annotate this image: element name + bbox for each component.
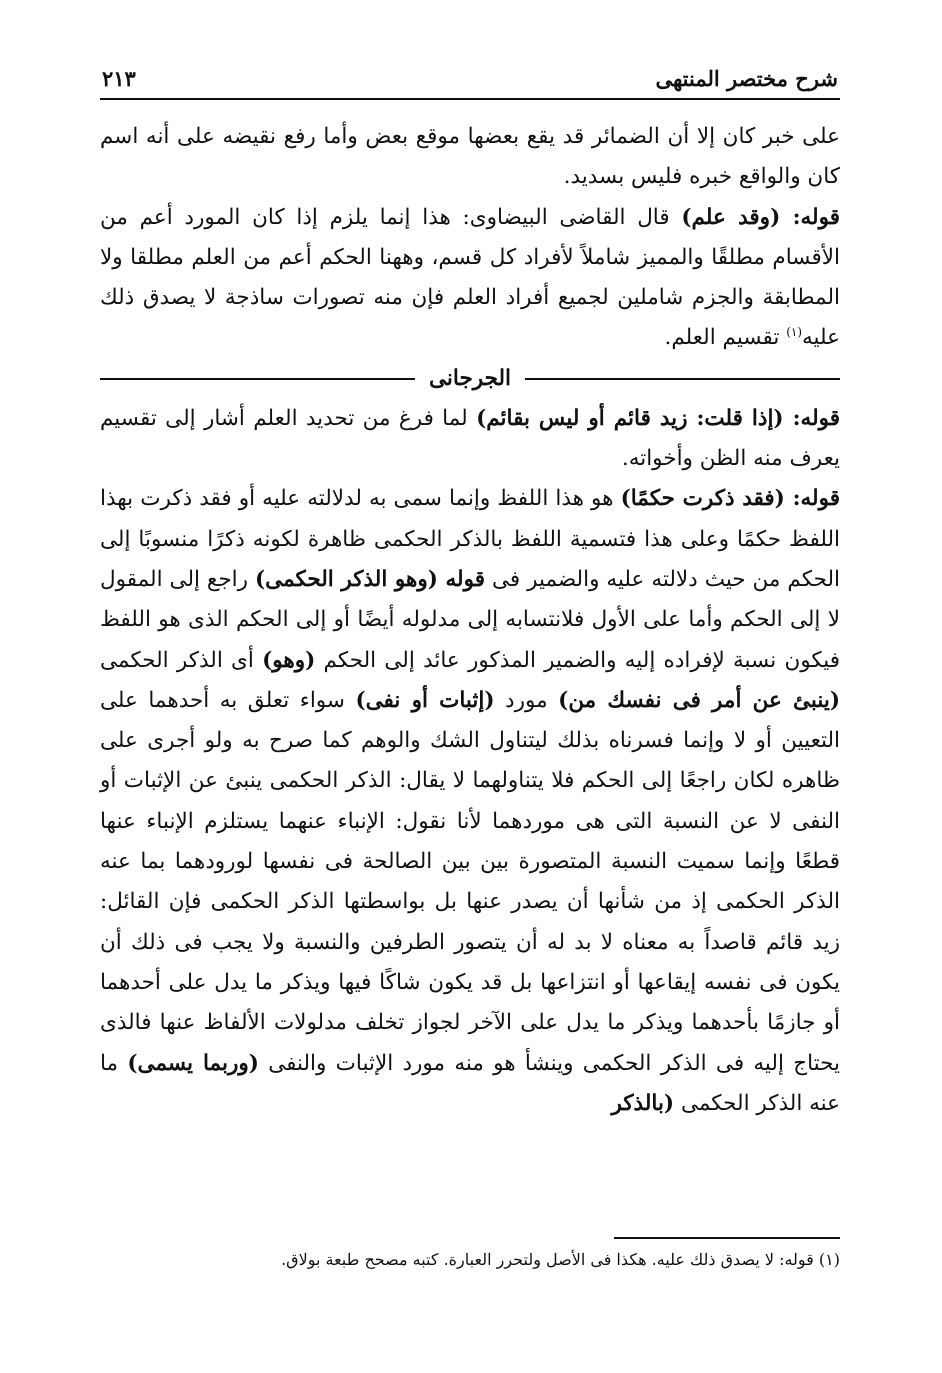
section-title: الجرجانى [428, 365, 511, 391]
paragraph-text: مورد [494, 687, 559, 713]
quote-label: قوله (وهو الذكر الحكمى) [254, 566, 485, 592]
paragraph-text: قال القاضى البيضاوى: هذا إنما يلزم إذا كان المورد أعم من الأقسام مطلقًا والمميز شاملاً لأفراد كل قسم، وهھنا الحكم أعم من العلم مطلقا ولا المطابقة والجزم شاملين لجميع أفراد العلم فإن منه تصورات ساذجة لا يصدق ذلك عليه [100, 204, 840, 351]
quote-label: قوله: (فقد ذكرت حكمًا) [620, 486, 840, 512]
paragraph-4 [100, 479, 840, 1124]
paragraph-text: راجع إلى المقول لا إلى الحكم وأما على الأول فلانتسابه إلى مدلوله أيضًا أو إلى الحكم الذى هو اللفظ فيكون نسبة لإفراده إليه والضمير المذكور عائد إلى الحكم [100, 566, 840, 673]
divider-rule-right [525, 378, 840, 380]
paragraph-1: على خبر كان إلا أن الضمائر قد يقع بعضها موقع بعض وأما رفع نقيضه على أنه اسم كان والواقع خبره فليس بسديد. [100, 124, 840, 190]
quote-label: (ينبئ عن أمر فى نفسك من) [558, 687, 840, 713]
footnote-rule [614, 1237, 840, 1239]
quote-label: (وهو) [262, 647, 316, 673]
footnote: (١) قوله: لا يصدق ذلك عليه. هكذا فى الأصل ولتحرر العبارة. كتبه مصحح طبعة بولاق. [281, 1250, 840, 1269]
running-title: شرح مختصر المنتهى [655, 66, 838, 91]
quote-label: (إثبات أو نفى) [355, 687, 495, 713]
section-divider [100, 359, 840, 399]
divider-rule-left [100, 378, 415, 380]
footnote-reference: (١) [786, 325, 803, 340]
paragraph-2 [100, 198, 840, 359]
paragraph-text: لما فرغ من تحديد العلم أشار إلى تقسيم يعرف منه الظن وأخواته. [100, 405, 840, 472]
paragraph-text: سواء تعلق به أحدهما على التعيين أو لا وإنما فسرناه بذلك ليتناول الشك والوهم كما صرح به ولو أجرى على ظاهره لكان راجعًا إلى الحكم فلا يتناولهما لا يقال: الذكر الحكمى ينبئ عن الإثبات أو النفى لا عن النسبة التى هى موردهما لأنا نقول: الإنباء عنهما يستلزم الإنباء عنها قطعًا وإنما سميت النسبة المتصورة بين بين الصالحة فى نفسها لورودهما بما عنه الذكر الحكمى إذ من شأنها أن يصدر عنها بل بواسطتها الذكر الحكمى فإن القائل: زيد قائم قاصداً به معناه لا بد له أن يتصور الطرفين والنسبة ولا يجب فى ذلك أن يكون فى نفسه إيقاعها أو انتزاعها بل قد يكون شاكًا فيها ويذكر ما يدل على أحدهما أو جازمًا بأحدهما ويذكر ما يدل على الآخر لجواز تخلف مدلولات الألفاظ عنها فالذى يحتاج إليه فى الذكر الحكمى وينشأ هو منه مورد الإثبات والنفى [100, 687, 840, 1076]
paragraph-text: ما عنه الذكر الحكمى [100, 1050, 840, 1116]
paragraph-text: تقسيم العلم. [664, 325, 787, 351]
paragraph-text: هو هذا اللفظ وإنما سمى به لدلالته عليه أو فقد ذكرت بهذا اللفظ حكمًا وعلى هذا فتسمية اللفظ بالذكر الحكمى ظاهرة لكونه ذكرًا منسوبًا إلى الحكم من حيث دلالته عليه والضمير فى [100, 486, 840, 592]
quote-label: قوله: (إذا قلت: زيد قائم أو ليس بقائم) [476, 405, 840, 431]
body-text [100, 117, 840, 1124]
paragraph-text: أى الذكر الحكمى [100, 647, 263, 673]
quote-label: (بالذكر [611, 1090, 675, 1116]
quote-label: قوله: (وقد علم) [681, 204, 840, 230]
page-header [100, 62, 840, 100]
quote-label: (وربما يسمى) [127, 1050, 259, 1076]
paragraph-3 [100, 399, 840, 480]
page-number: ٢١٣ [102, 66, 136, 91]
